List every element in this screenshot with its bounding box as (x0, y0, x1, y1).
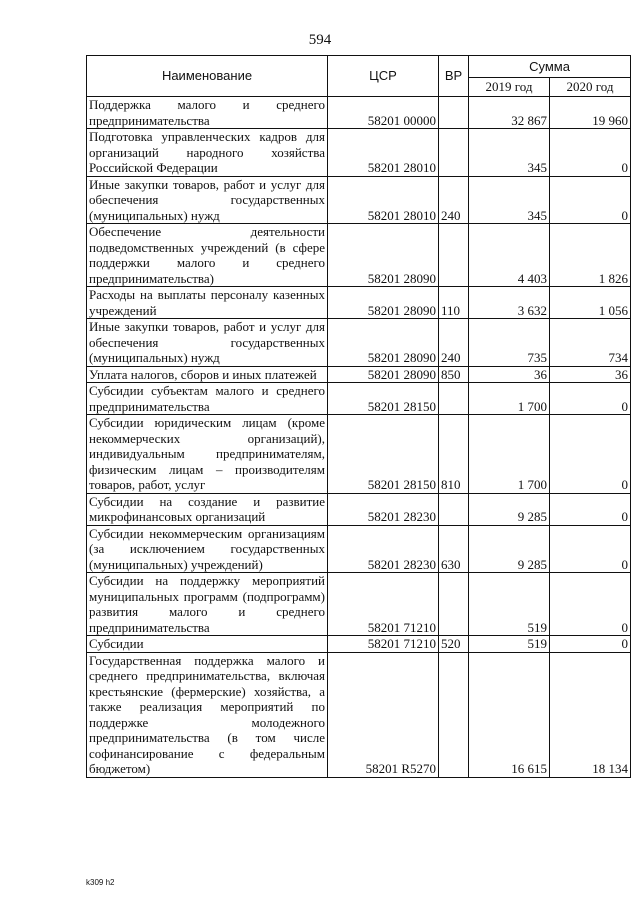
row-name: Субсидии субъектам малого и среднего предпринимательства (87, 383, 328, 415)
row-vr (439, 224, 469, 287)
table-row (87, 224, 631, 287)
row-name: Субсидии на поддержку мероприятий муниципальных программ (подпрограмм) развития малого и среднего предпринимательства (87, 573, 328, 636)
table-row (87, 287, 631, 319)
table-body (87, 97, 631, 778)
row-csr: 58201 28090 (328, 224, 439, 287)
row-name: Субсидии юридическим лицам (кроме некоммерческих организаций), индивидуальным предпринимателям, физическим лицам – производителям товаров, работ, услуг (87, 415, 328, 494)
row-csr: 58201 28090 (328, 287, 439, 319)
row-name: Поддержка малого и среднего предпринимательства (87, 97, 328, 129)
row-sum-2020: 0 (550, 415, 631, 494)
row-csr: 58201 28010 (328, 129, 439, 177)
header-name: Наименование (87, 56, 328, 97)
row-sum-2020: 19 960 (550, 97, 631, 129)
header-csr: ЦСР (328, 56, 439, 97)
row-vr: 110 (439, 287, 469, 319)
row-sum-2020: 0 (550, 493, 631, 525)
table-row (87, 319, 631, 367)
row-sum-2020: 0 (550, 573, 631, 636)
row-name: Обеспечение деятельности подведомственных учреждений (в сфере поддержки малого и среднего предпринимательства) (87, 224, 328, 287)
row-csr: 58201 28090 (328, 319, 439, 367)
row-sum-2019: 519 (469, 636, 550, 653)
table-row (87, 636, 631, 653)
row-sum-2019: 1 700 (469, 383, 550, 415)
row-vr (439, 383, 469, 415)
row-sum-2019: 1 700 (469, 415, 550, 494)
table-row (87, 383, 631, 415)
row-vr (439, 97, 469, 129)
row-sum-2019: 345 (469, 176, 550, 224)
row-csr: 58201 71210 (328, 636, 439, 653)
row-sum-2020: 0 (550, 176, 631, 224)
row-csr: 58201 28150 (328, 415, 439, 494)
table-row (87, 366, 631, 383)
table-row (87, 573, 631, 636)
budget-table (86, 55, 631, 778)
table-row (87, 97, 631, 129)
row-sum-2019: 9 285 (469, 525, 550, 573)
row-vr (439, 573, 469, 636)
row-name: Подготовка управленческих кадров для организаций народного хозяйства Российской Федерации (87, 129, 328, 177)
header-row (87, 56, 631, 78)
row-csr: 58201 28230 (328, 525, 439, 573)
table-row (87, 525, 631, 573)
row-sum-2019: 16 615 (469, 652, 550, 777)
row-sum-2020: 0 (550, 636, 631, 653)
row-sum-2019: 345 (469, 129, 550, 177)
footer-code: k309 h2 (86, 878, 115, 887)
row-vr (439, 652, 469, 777)
row-sum-2020: 734 (550, 319, 631, 367)
page-number: 594 (308, 32, 332, 48)
row-sum-2020: 0 (550, 383, 631, 415)
header-sum: Сумма (469, 56, 631, 78)
row-sum-2019: 36 (469, 366, 550, 383)
row-vr: 850 (439, 366, 469, 383)
row-vr: 240 (439, 176, 469, 224)
row-name: Иные закупки товаров, работ и услуг для обеспечения государственных (муниципальных) нужд (87, 176, 328, 224)
row-name: Уплата налогов, сборов и иных платежей (87, 366, 328, 383)
row-sum-2020: 18 134 (550, 652, 631, 777)
row-sum-2020: 0 (550, 129, 631, 177)
row-csr: 58201 28090 (328, 366, 439, 383)
row-name: Расходы на выплаты персоналу казенных учреждений (87, 287, 328, 319)
row-vr: 240 (439, 319, 469, 367)
row-sum-2020: 36 (550, 366, 631, 383)
row-sum-2020: 1 056 (550, 287, 631, 319)
header-year-2019: 2019 год (469, 77, 550, 96)
header-year-2020: 2020 год (550, 77, 631, 96)
row-sum-2019: 32 867 (469, 97, 550, 129)
row-vr: 810 (439, 415, 469, 494)
row-csr: 58201 R5270 (328, 652, 439, 777)
row-sum-2019: 3 632 (469, 287, 550, 319)
table-row (87, 415, 631, 494)
table-row (87, 129, 631, 177)
row-sum-2019: 9 285 (469, 493, 550, 525)
row-name: Иные закупки товаров, работ и услуг для обеспечения государственных (муниципальных) нужд (87, 319, 328, 367)
row-name: Субсидии некоммерческим организациям (за исключением государственных (муниципальных) учреждений) (87, 525, 328, 573)
row-vr (439, 129, 469, 177)
row-sum-2019: 4 403 (469, 224, 550, 287)
row-csr: 58201 28230 (328, 493, 439, 525)
table-row (87, 176, 631, 224)
row-vr: 630 (439, 525, 469, 573)
row-vr (439, 493, 469, 525)
table-row (87, 652, 631, 777)
row-csr: 58201 28010 (328, 176, 439, 224)
row-name: Субсидии (87, 636, 328, 653)
row-sum-2020: 0 (550, 525, 631, 573)
row-csr: 58201 71210 (328, 573, 439, 636)
row-name: Субсидии на создание и развитие микрофинансовых организаций (87, 493, 328, 525)
row-sum-2019: 735 (469, 319, 550, 367)
row-sum-2020: 1 826 (550, 224, 631, 287)
table-row (87, 493, 631, 525)
row-vr: 520 (439, 636, 469, 653)
row-csr: 58201 00000 (328, 97, 439, 129)
row-csr: 58201 28150 (328, 383, 439, 415)
header-vr: ВР (439, 56, 469, 97)
row-name: Государственная поддержка малого и среднего предпринимательства, включая крестьянские (фермерские) хозяйства, а также реализация мероприятий по поддержке молодежного предпринимательства (в том числе софинансирование с федеральным бюджетом) (87, 652, 328, 777)
row-sum-2019: 519 (469, 573, 550, 636)
